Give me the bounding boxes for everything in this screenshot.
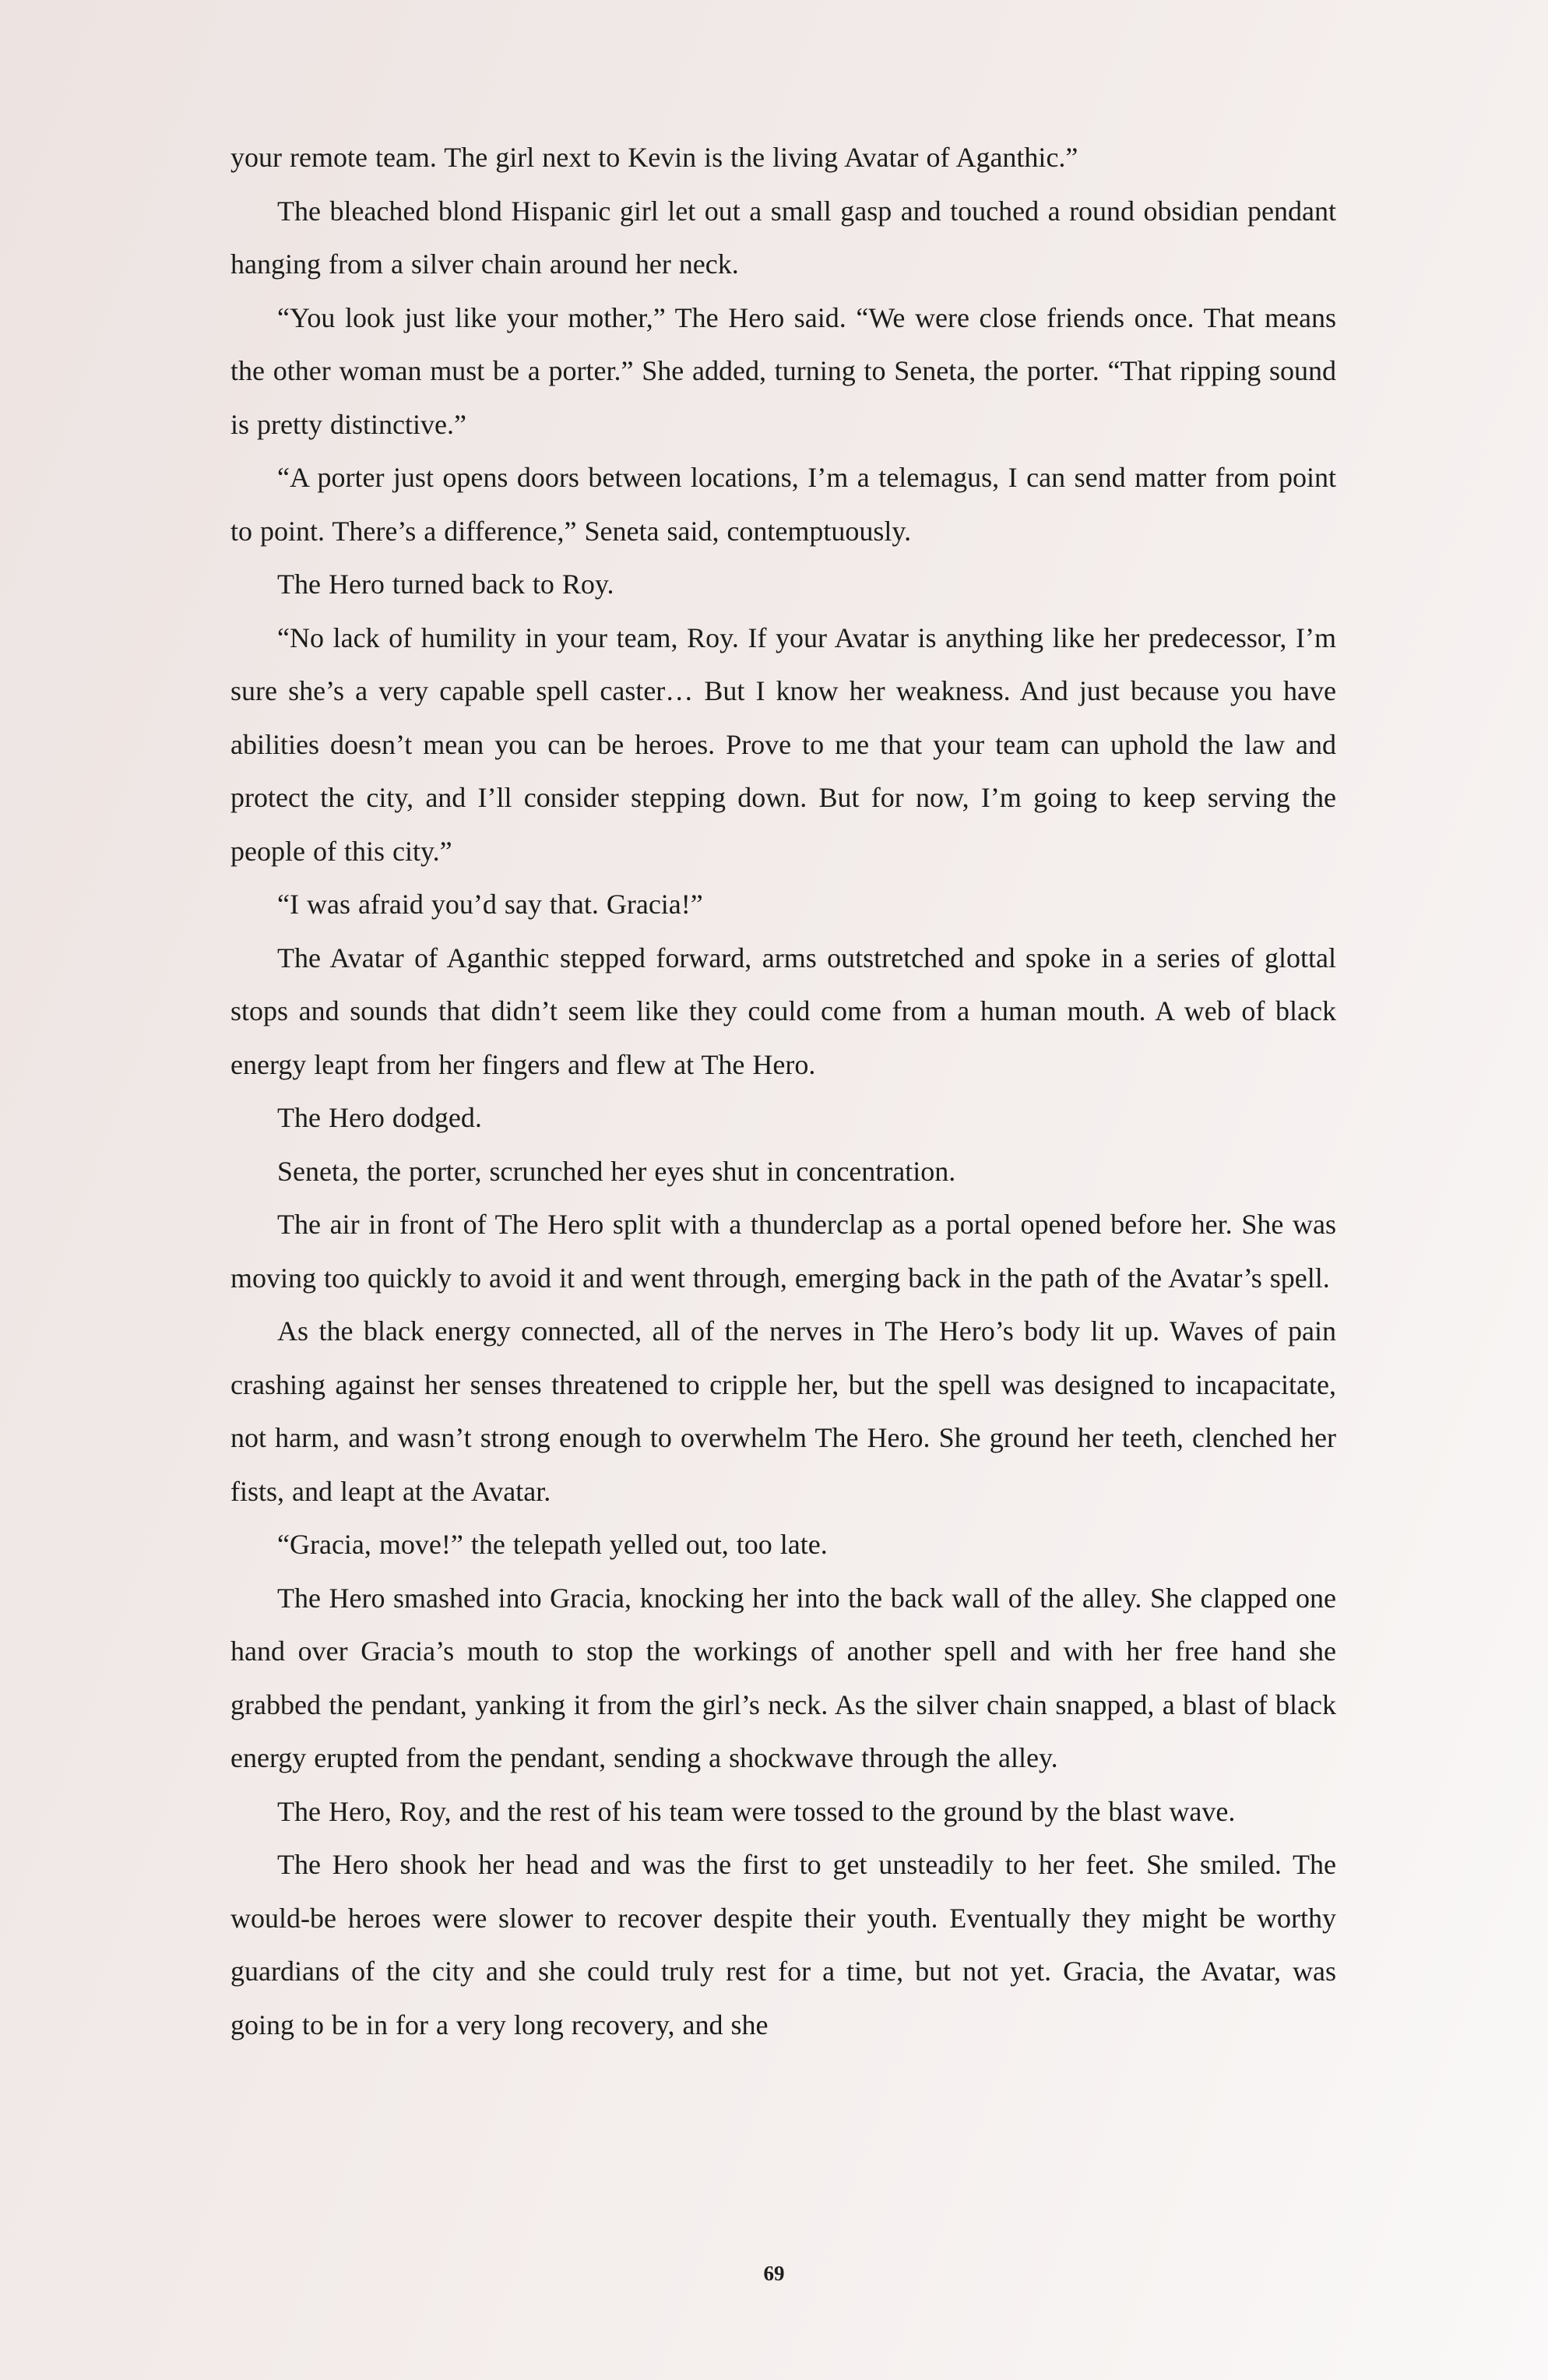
paragraph: Seneta, the porter, scrunched her eyes shut in concentration. [277,1155,956,1187]
paragraph: The Hero smashed into Gracia, knocking her into the back wall of the alley. She clapped one hand over Gracia’s mouth to stop the workings of another spell and with her free hand she grabbed the pendant, yanking it from the girl’s neck. As the silver chain snapped, a blast of black energy erupted from the pendant, sending a shockwave through the alley. [230,1582,1336,1773]
text-body [230,131,1336,2051]
paragraph: The Hero shook her head and was the first to get unsteadily to her feet. She smiled. The would-be heroes were slower to recover despite their youth. Eventually they might be worthy guardians of the city and she could truly rest for a time, but not yet. Gracia, the Avatar, was going to be in for a very long recovery, and she [230,1849,1336,2040]
paragraph: The Hero dodged. [277,1102,482,1133]
paragraph: your remote team. The girl next to Kevin is the living Avatar of Aganthic.” [230,142,1078,173]
paragraph: As the black energy connected, all of the nerves in The Hero’s body lit up. Waves of pain crashing against her senses threatened to cripple her, but the spell was designed to incapacitate, not harm, and wasn’t strong enough to overwhelm The Hero. She ground her teeth, clenched her fists, and leapt at the Avatar. [230,1315,1336,1507]
paragraph: The Avatar of Aganthic stepped forward, arms outstretched and spoke in a series of glottal stops and sounds that didn’t seem like they could come from a human mouth. A web of black energy leapt from her fingers and flew at The Hero. [230,942,1336,1080]
paragraph: The bleached blond Hispanic girl let out a small gasp and touched a round obsidian pendant hanging from a silver chain around her neck. [230,195,1336,280]
paragraph: The air in front of The Hero split with a thunderclap as a portal opened before her. She was moving too quickly to avoid it and went through, emerging back in the path of the Avatar’s spell. [230,1209,1336,1294]
paragraph: “No lack of humility in your team, Roy. If your Avatar is anything like her predecessor, I’m sure she’s a very capable spell caster… But I know her weakness. And just because you have abilities doesn’t mean you can be heroes. Prove to me that your team can uphold the law and protect the city, and I’ll consider stepping down. But for now, I’m going to keep serving the people of this city.” [230,621,1336,867]
paragraph: “A porter just opens doors between locations, I’m a telemagus, I can send matter from point to point. There’s a difference,” Seneta said, contemptuously. [230,462,1336,547]
paragraph: The Hero turned back to Roy. [277,569,614,600]
paragraph: “I was afraid you’d say that. Gracia!” [277,889,703,920]
paragraph: “You look just like your mother,” The Hero said. “We were close friends once. That means the other woman must be a porter.” She added, turning to Seneta, the porter. “That ripping sound is pretty distinctive.” [230,301,1336,440]
paragraph: “Gracia, move!” the telepath yelled out, too late. [277,1529,828,1560]
paragraph: The Hero, Roy, and the rest of his team were tossed to the ground by the blast wave. [277,1795,1236,1827]
page-number: 69 [763,2262,785,2285]
